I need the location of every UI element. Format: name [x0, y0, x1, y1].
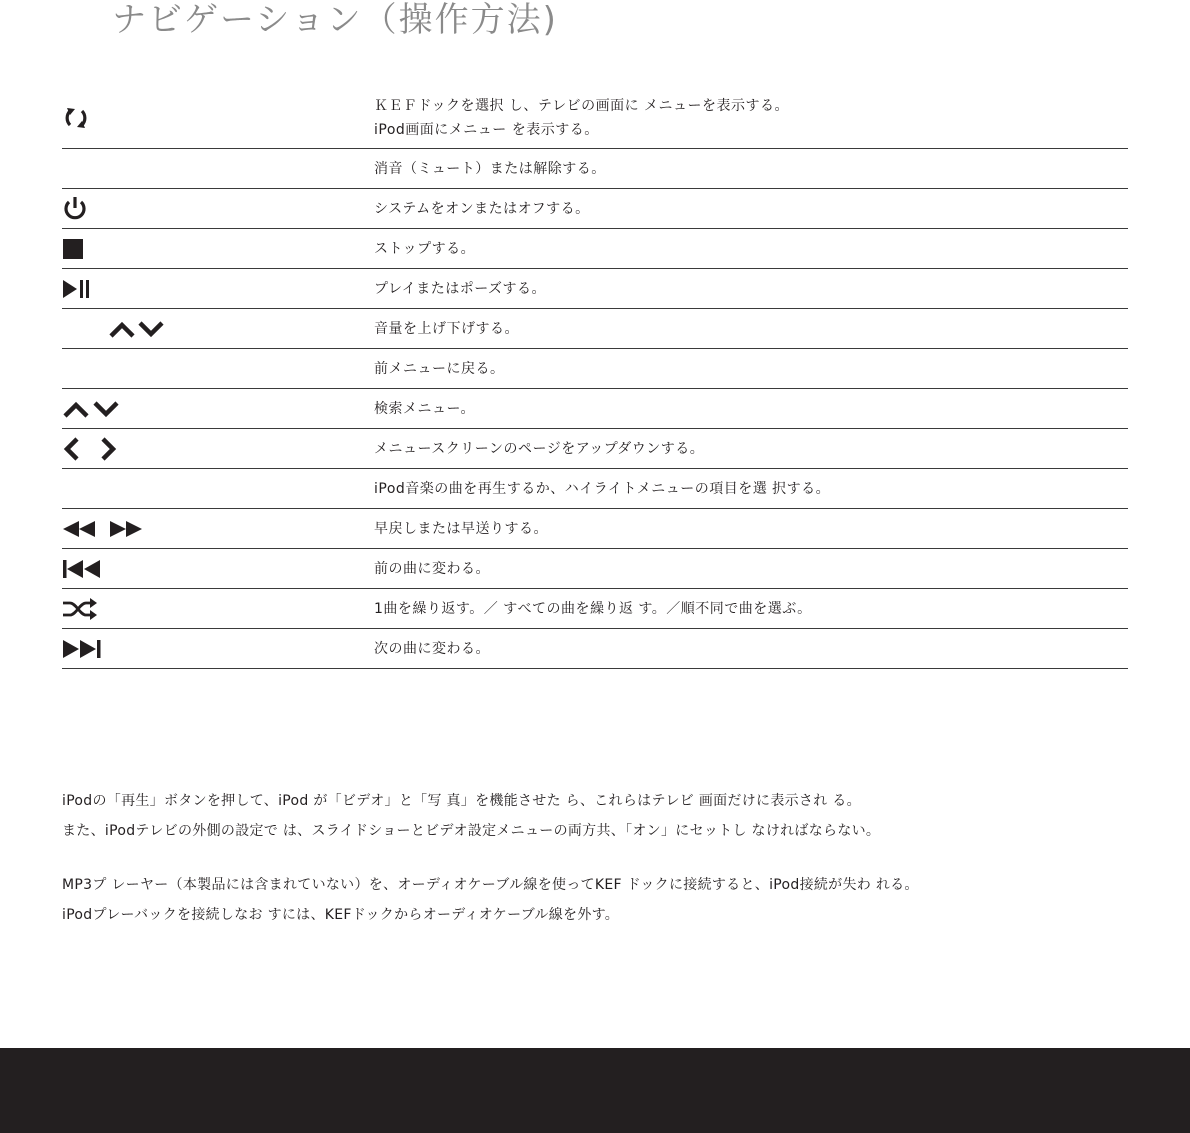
row-description: プレイまたはポーズする。 [374, 280, 547, 297]
previous-track-icon [62, 558, 102, 580]
table-row [62, 629, 1128, 669]
row-description: iPod音楽の曲を再生するか、ハイライトメニューの項目を選 択する。 [374, 480, 831, 497]
table-row [62, 88, 1128, 149]
row-description: 早戻しまたは早送りする。 [374, 520, 548, 537]
up-down-chevron-icon [62, 398, 122, 420]
row-description: 検索メニュー。 [374, 400, 475, 417]
row-description: 1曲を繰り返す。／ すべての曲を繰り返 す。／順不同で曲を選ぶ。 [374, 600, 812, 617]
row-description: 前の曲に変わる。 [374, 560, 490, 577]
navigation-table [62, 88, 1128, 669]
page-title: ナビゲーション（操作方法) [112, 0, 558, 40]
note-paragraph: また、iPodテレビの外側の設定で は、スライドショーとビデオ設定メニューの両方共、｢オン」にセットし なければならない。 [62, 823, 881, 839]
table-row [62, 309, 1128, 349]
table-row [62, 549, 1128, 589]
table-row [62, 269, 1128, 309]
table-row [62, 389, 1128, 429]
table-row [62, 229, 1128, 269]
stop-icon [62, 238, 84, 260]
table-row [62, 429, 1128, 469]
table-row [62, 349, 1128, 389]
row-description: システムをオンまたはオフする。 [374, 200, 590, 217]
left-right-chevron-icon [62, 436, 120, 462]
row-description: 次の曲に変わる。 [374, 640, 490, 657]
notes-section [62, 786, 1128, 930]
next-track-icon [62, 638, 102, 660]
footer-bar [0, 1048, 1190, 1133]
play-pause-icon [62, 278, 90, 300]
note-paragraph: iPodの「再生」ボタンを押して、iPod が「ビデオ」と「写 真」を機能させた ら、これらはテレビ 画面だけに表示され る。 [62, 793, 861, 809]
row-description: メニュースクリーンのページをアップダウンする。 [374, 440, 705, 457]
table-row [62, 189, 1128, 229]
volume-up-down-icon [108, 318, 166, 340]
row-description: 前メニューに戻る。 [374, 360, 505, 377]
rewind-fast-forward-icon [62, 518, 146, 540]
row-description: 消音（ミュート）または解除する。 [374, 160, 606, 177]
shuffle-icon [62, 598, 98, 620]
row-description: iPod画面にメニュー を表示する。 [374, 122, 599, 138]
table-row [62, 589, 1128, 629]
row-description: 音量を上げ下げする。 [374, 320, 519, 337]
power-icon [62, 195, 88, 223]
note-paragraph: MP3プ レーヤー（本製品には含まれていない）を、オーディオケーブル線を使ってKEF ドックに接続すると、iPod接続が失わ れる。 [62, 877, 919, 893]
note-paragraph: iPodプレーバックを接続しなお すには、KEFドックからオーディオケーブル線を外す。 [62, 907, 620, 923]
cycle-arrows-icon [62, 104, 90, 132]
row-description: ＫＥＦドックを選択 し、テレビの画面に メニューを表示する。 [374, 98, 790, 114]
row-description: ストップする。 [374, 240, 476, 257]
table-row [62, 469, 1128, 509]
table-row [62, 149, 1128, 189]
table-row [62, 509, 1128, 549]
